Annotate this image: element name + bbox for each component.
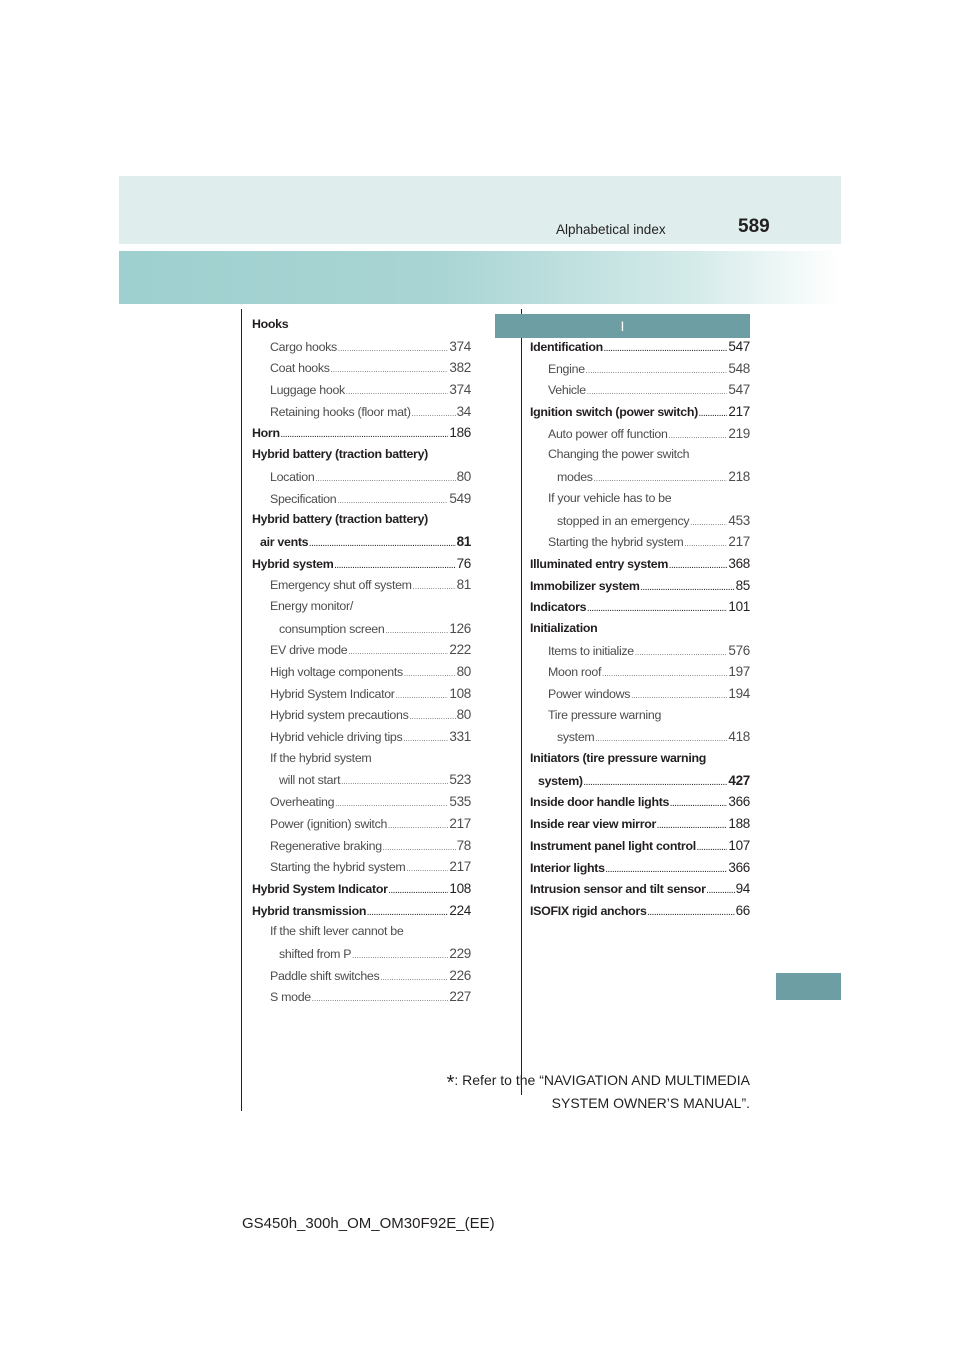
leader-dots (396, 693, 449, 700)
index-entry (252, 989, 471, 1011)
index-entry (530, 686, 750, 708)
index-entry-term: Hybrid system precautions (270, 708, 409, 723)
index-entry (252, 621, 471, 643)
index-entry-term: Items to initialize (548, 643, 634, 658)
leader-dots (380, 975, 448, 982)
index-entry-term: Inside door handle lights (530, 795, 670, 810)
index-entry-term: consumption screen (279, 621, 385, 636)
index-entry (252, 751, 471, 773)
index-entry-term: Inside rear view mirror (530, 817, 657, 832)
leader-dots (587, 389, 728, 396)
index-entry-term: Energy monitor/ (270, 598, 353, 613)
index-entry-term: Interior lights (530, 860, 605, 875)
leader-dots (684, 541, 727, 548)
index-entry-term: Starting the hybrid system (548, 535, 684, 550)
index-entry-term: Regenerative braking (270, 838, 382, 853)
index-entry-term: Illuminated entry system (530, 556, 669, 571)
index-entry (530, 838, 750, 860)
index-entry (252, 707, 471, 729)
index-entry-term: Specification (270, 491, 337, 506)
footnote-marker: * (446, 1072, 455, 1094)
index-entry (530, 578, 750, 600)
index-entry-term: Engine (548, 361, 585, 376)
index-entry-page: 107 (728, 837, 750, 853)
index-entry (252, 404, 471, 426)
leader-dots (388, 823, 448, 830)
index-entry-page: 227 (449, 989, 471, 1005)
index-entry-term: modes (557, 470, 593, 485)
index-entry-term: Intrusion sensor and tilt sensor (530, 882, 706, 897)
leader-dots (690, 520, 727, 527)
section-letter-header: I (495, 314, 750, 338)
index-entry-term: Immobilizer system (530, 578, 640, 593)
leader-dots (348, 649, 448, 656)
index-entry-page: 331 (449, 729, 471, 745)
index-entry-page: 549 (449, 490, 471, 506)
leader-dots (335, 563, 456, 570)
index-entry-term: Retaining hooks (floor mat) (270, 404, 411, 419)
leader-dots (631, 693, 727, 700)
index-entry-term: EV drive mode (270, 643, 348, 658)
index-entry (252, 599, 471, 621)
footnote-line-1: : Refer to the “NAVIGATION AND MULTIMEDIA (454, 1072, 750, 1088)
index-entry-term: shifted from P (279, 946, 352, 961)
leader-dots (404, 671, 456, 678)
index-entry-term: Starting the hybrid system (270, 860, 406, 875)
index-entry (252, 534, 471, 556)
index-column-left (252, 317, 471, 1011)
index-entry-term: will not start (279, 773, 341, 788)
index-entry-page: 81 (456, 577, 471, 593)
index-entry-term: Emergency shut off system (270, 578, 412, 593)
index-entry-page: 453 (728, 512, 750, 528)
index-entry-page: 108 (449, 685, 471, 701)
index-entry (252, 946, 471, 968)
leader-dots (697, 845, 728, 852)
index-entry-page: 94 (735, 881, 750, 897)
index-entry-page: 76 (456, 555, 471, 571)
index-entry-term: Hooks (252, 317, 289, 331)
leader-dots (594, 476, 728, 483)
index-entry-page: 523 (449, 772, 471, 788)
leader-dots (315, 476, 455, 483)
header-band (119, 176, 841, 244)
leader-dots (337, 498, 448, 505)
section-thumb-tab (776, 973, 841, 1000)
index-entry (252, 686, 471, 708)
index-entry-page: 197 (728, 664, 750, 680)
index-entry-term: Hybrid vehicle driving tips (270, 730, 403, 745)
index-entry-page: 80 (456, 664, 471, 679)
index-entry (530, 404, 750, 426)
index-entry (530, 708, 750, 730)
index-entry-term: Ignition switch (power switch) (530, 405, 698, 420)
index-entry (252, 360, 471, 382)
index-entry-page: 188 (728, 816, 750, 832)
index-entry-page: 224 (449, 902, 471, 918)
index-entry-page: 217 (728, 404, 750, 420)
index-entry (252, 317, 471, 339)
index-entry-term: S mode (270, 990, 311, 1005)
index-entry-term: Location (270, 469, 315, 484)
index-entry-term: Hybrid System Indicator (252, 881, 388, 896)
index-entry-term: Overheating (270, 795, 335, 810)
index-entry-page: 66 (735, 902, 750, 918)
index-entry (530, 816, 750, 838)
index-entry-page: 219 (728, 425, 750, 441)
index-entry-term: Indicators (530, 600, 587, 615)
left-column-rule (241, 309, 242, 1111)
index-entry-page: 374 (449, 382, 471, 398)
index-entry-term: Hybrid System Indicator (270, 686, 395, 701)
index-entry-page: 576 (728, 642, 750, 658)
leader-dots (584, 780, 728, 787)
index-entry (252, 642, 471, 664)
index-entry-term: Power (ignition) switch (270, 816, 388, 831)
index-entry-term: If the shift lever cannot be (270, 924, 404, 939)
index-entry-term: Tire pressure warning (548, 707, 662, 722)
index-entry (252, 794, 471, 816)
leader-dots (367, 910, 448, 917)
index-entry (530, 513, 750, 535)
index-entry (252, 339, 471, 361)
index-entry-term: Cargo hooks (270, 339, 337, 354)
index-entry (530, 794, 750, 816)
index-entry-term: Coat hooks (270, 361, 330, 376)
index-entry (530, 556, 750, 578)
index-entry-term: Hybrid battery (traction battery) (252, 512, 428, 527)
leader-dots (606, 867, 728, 874)
index-entry (252, 924, 471, 946)
index-entry (252, 491, 471, 513)
index-entry (252, 556, 471, 578)
index-entry-term: Moon roof (548, 665, 602, 680)
leader-dots (406, 866, 448, 873)
index-entry (252, 664, 471, 686)
index-entry (252, 838, 471, 860)
index-entry-page: 80 (456, 707, 471, 723)
index-entry-page: 547 (728, 339, 750, 354)
index-entry-page: 194 (728, 686, 750, 701)
index-entry (530, 621, 750, 643)
footnote (380, 1070, 750, 1113)
index-entry-term: Horn (252, 426, 280, 441)
index-entry-term: Power windows (548, 687, 631, 701)
middle-column-rule (521, 309, 522, 1095)
index-entry (530, 751, 750, 773)
index-entry (252, 859, 471, 881)
leader-dots (669, 563, 727, 570)
index-entry-term: Hybrid transmission (252, 903, 367, 918)
index-entry-term: Identification (530, 340, 603, 354)
index-entry (252, 903, 471, 925)
leader-dots (386, 628, 449, 635)
index-entry (530, 447, 750, 469)
index-entry-page: 382 (449, 360, 471, 376)
index-entry-term: Changing the power switch (548, 447, 690, 462)
index-entry (530, 860, 750, 882)
index-entry-term: Paddle shift switches (270, 968, 380, 983)
leader-dots (383, 845, 456, 852)
leader-dots (410, 714, 456, 721)
index-entry-page: 229 (449, 945, 471, 961)
index-entry-term: Vehicle (548, 383, 586, 398)
leader-dots (412, 411, 456, 418)
index-entry-page: 374 (449, 338, 471, 354)
index-entry (252, 729, 471, 751)
index-entry (530, 599, 750, 621)
index-entry-page: 366 (728, 859, 750, 875)
leader-dots (338, 346, 448, 353)
index-entry-term: If your vehicle has to be (548, 490, 672, 505)
page-number: 589 (738, 216, 770, 237)
index-column-right (530, 339, 750, 925)
leader-dots (595, 736, 727, 743)
leader-dots (699, 411, 727, 418)
index-entry-term: Hybrid battery (traction battery) (252, 447, 428, 462)
index-entry-page: 80 (456, 468, 471, 484)
leader-dots (352, 953, 448, 960)
index-entry (530, 881, 750, 903)
index-entry-page: 101 (728, 599, 750, 615)
index-entry-page: 427 (728, 772, 750, 788)
index-entry (252, 577, 471, 599)
index-entry-page: 34 (456, 403, 471, 419)
index-entry-page: 366 (728, 794, 750, 810)
index-entry (530, 773, 750, 795)
index-entry-page: 217 (728, 534, 750, 550)
index-entry-page: 186 (449, 425, 471, 441)
leader-dots (413, 584, 456, 591)
index-entry-page: 126 (449, 620, 471, 636)
leader-dots (587, 606, 727, 613)
index-entry (530, 361, 750, 383)
index-entry-page: 218 (728, 469, 750, 485)
index-entry-term: air vents (260, 534, 309, 549)
index-entry-page: 535 (449, 794, 471, 810)
index-entry (252, 512, 471, 534)
leader-dots (602, 671, 727, 678)
index-entry (252, 469, 471, 491)
index-entry (252, 881, 471, 903)
index-entry (530, 382, 750, 404)
index-entry-page: 222 (449, 642, 471, 658)
page-header-title: Alphabetical index (556, 222, 666, 237)
leader-dots (657, 823, 727, 830)
index-entry (530, 729, 750, 751)
index-entry-term: Instrument panel light control (530, 838, 696, 853)
index-entry-term: system (557, 730, 595, 745)
leader-dots (312, 996, 448, 1003)
index-entry-term: Initialization (530, 620, 598, 635)
index-entry-term: stopped in an emergency (557, 513, 690, 528)
index-entry-page: 217 (449, 815, 471, 831)
document-code: GS450h_300h_OM_OM30F92E_(EE) (242, 1215, 495, 1232)
leader-dots (281, 432, 449, 439)
leader-dots (635, 650, 727, 657)
index-entry-page: 81 (456, 533, 471, 549)
leader-dots (403, 736, 448, 743)
index-entry (530, 534, 750, 556)
index-entry (252, 382, 471, 404)
leader-dots (707, 888, 735, 895)
index-entry-term: Initiators (tire pressure warning (530, 751, 707, 766)
index-entry-page: 226 (449, 967, 471, 983)
index-entry-page: 217 (449, 859, 471, 875)
index-entry-term: Hybrid system (252, 556, 334, 571)
index-entry-term: Auto power off function (548, 426, 668, 441)
leader-dots (641, 585, 735, 592)
leader-dots (309, 541, 455, 548)
index-entry-term: ISOFIX rigid anchors (530, 903, 647, 918)
index-entry-term: High voltage components (270, 665, 403, 679)
index-entry (252, 772, 471, 794)
leader-dots (331, 367, 449, 374)
leader-dots (586, 368, 728, 375)
index-entry-page: 368 (728, 555, 750, 571)
section-gradient-band (119, 251, 841, 304)
index-entry (530, 643, 750, 665)
footnote-line-2: SYSTEM OWNER’S MANUAL”. (551, 1095, 750, 1111)
index-entry-page: 108 (449, 880, 471, 896)
leader-dots (335, 801, 448, 808)
index-entry (252, 816, 471, 838)
leader-dots (604, 346, 727, 353)
index-entry-term: system) (538, 773, 583, 788)
leader-dots (669, 433, 728, 440)
leader-dots (346, 389, 448, 396)
index-entry-page: 547 (728, 382, 750, 398)
index-entry (530, 903, 750, 925)
index-entry (252, 425, 471, 447)
index-entry-page: 78 (456, 837, 471, 853)
index-entry (530, 491, 750, 513)
index-entry (530, 339, 750, 361)
index-entry (530, 426, 750, 448)
index-entry (530, 469, 750, 491)
leader-dots (648, 910, 735, 917)
index-entry (252, 968, 471, 990)
index-entry (530, 664, 750, 686)
index-entry (252, 447, 471, 469)
index-entry-page: 418 (728, 729, 750, 745)
index-entry-term: Luggage hook (270, 383, 345, 398)
index-entry-page: 548 (728, 360, 750, 376)
index-entry-page: 85 (735, 577, 750, 593)
leader-dots (389, 888, 449, 895)
leader-dots (341, 779, 448, 786)
index-entry-term: If the hybrid system (270, 750, 372, 765)
leader-dots (670, 801, 727, 808)
